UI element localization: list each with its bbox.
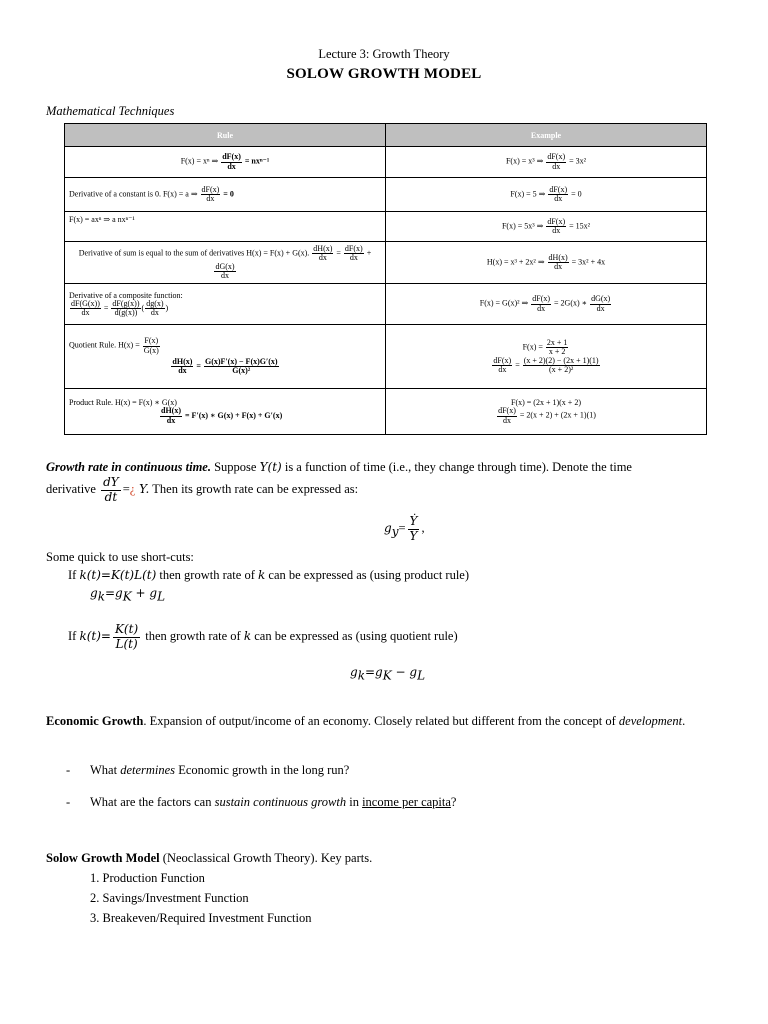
example-cell: F(x) = (2x + 1)(x + 2) $\frac{dF(x)}{dx}$ = 2(x + 2) + (2x + 1)(1) <box>386 389 707 435</box>
growth-rate-formula: $g_y=$ $\frac{\text{Ẏ}}{Y}$ , <box>384 514 425 543</box>
table-header-row <box>65 124 707 147</box>
question-item: - What are the factors can sustain continuous growth in income per capita? <box>66 795 457 809</box>
table-row <box>65 242 707 284</box>
table-row <box>65 284 707 325</box>
table-row <box>65 178 707 212</box>
rule-cell: Quotient Rule. H(x) = $\frac{F(x)}{G(x)}$ $\frac{dH(x)}{dx}$ = $\frac{G(x)F'(x) - F(x)G'(x)}{\text{G(x)²}}$ <box>65 325 386 389</box>
example-cell: H(x) = x³ + 2x² ⇒ $\frac{dH(x)}{dx}$ = 3x² + 4x <box>386 242 707 284</box>
quotient-rule-formula: $g_k=g_K - g_L$ <box>350 665 426 683</box>
product-rule-shortcut: If k(t)=K(t)L(t) then growth rate of k can be expressed as (using product rule) <box>68 568 470 582</box>
shortcuts-intro: Some quick to use short-cuts: <box>46 550 194 564</box>
table-row <box>65 325 707 389</box>
table-row <box>65 212 707 242</box>
growth-rate-paragraph: Growth rate in continuous time. Suppose Y(t) is a function of time (i.e., they change through time). Denote the time <box>46 460 632 474</box>
list-item: 3. Breakeven/Required Investment Function <box>90 911 312 925</box>
table-row <box>65 389 707 435</box>
example-cell: F(x) = 5x³ ⇒ $\frac{dF(x)}{dx}$ = 15x² <box>386 212 707 242</box>
rule-cell: Derivative of a composite function: $\frac{dF(G(x))}{dx}$ = $\frac{dF(g(x))}{d(g(x))}$ ( $\frac{dg(x)}{dx}$ ) <box>65 284 386 325</box>
example-column-header: Example <box>386 124 707 147</box>
rule-cell: Derivative of sum is equal to the sum of derivatives H(x) = F(x) + G(x). $\frac{dH(x)}{dx}$ = $\frac{dF(x)}{dx}$ + $\frac{dG(x)}{dx}$ <box>65 242 386 284</box>
quotient-rule-shortcut: If k(t)= $\frac{K(t)}{L(t)}$ then growth rate of k can be expressed as (using quotient rule) <box>68 622 458 651</box>
example-cell: F(x) = 5 ⇒ $\frac{dF(x)}{dx}$ = 0 <box>386 178 707 212</box>
list-item: 1. Production Function <box>90 871 205 885</box>
lecture-label: Lecture 3: Growth Theory <box>318 47 450 61</box>
derivative-line: derivative $\frac{dY}{dt}$ =¿ Y. Then its growth rate can be expressed as: <box>46 475 359 504</box>
rule-column-header: Rule <box>65 124 386 147</box>
section-subheading: Mathematical Techniques <box>46 104 175 118</box>
question-item: - What determines Economic growth in the long run? <box>66 763 350 777</box>
list-item: 2. Savings/Investment Function <box>90 891 249 905</box>
rule-cell: F(x) = xⁿ ⇒ $\frac{dF(x)}{dx}$ = nxⁿ⁻¹ <box>65 147 386 178</box>
derivative-rules-table <box>64 123 707 435</box>
rule-cell: F(x) = axⁿ ⇒ a nxⁿ⁻¹ <box>65 212 386 242</box>
table-row <box>65 147 707 178</box>
page-title: SOLOW GROWTH MODEL <box>286 66 482 82</box>
key-parts-list <box>90 868 311 928</box>
rule-cell: Product Rule. H(x) = F(x) ∗ G(x) $\frac{dH(x)}{dx}$ = F′(x) ∗ G(x) + F(x) + G′(x) <box>65 389 386 435</box>
rule-cell: Derivative of a constant is 0. F(x) = a ⇒ $\frac{dF(x)}{dx}$ = 0 <box>65 178 386 212</box>
product-rule-formula: $g_k=g_K + g_L$ <box>90 586 166 604</box>
example-cell: F(x) = x³ ⇒ $\frac{dF(x)}{dx}$ = 3x² <box>386 147 707 178</box>
example-cell: F(x) = G(x)² ⇒ $\frac{dF(x)}{dx}$ = 2G(x) ∗ $\frac{dG(x)}{dx}$ <box>386 284 707 325</box>
economic-growth-paragraph: Economic Growth. Expansion of output/income of an economy. Closely related but different from the concept of development. <box>46 714 686 728</box>
solow-model-heading: Solow Growth Model (Neoclassical Growth Theory). Key parts. <box>46 851 373 865</box>
example-cell: F(x) = $\frac{2x + 1}{x + 2}$ $\frac{dF(x)}{dx}$ = $\frac{(x + 2)(2) - (2x + 1)(1)}{\text{(x + 2)²}}$ <box>386 325 707 389</box>
